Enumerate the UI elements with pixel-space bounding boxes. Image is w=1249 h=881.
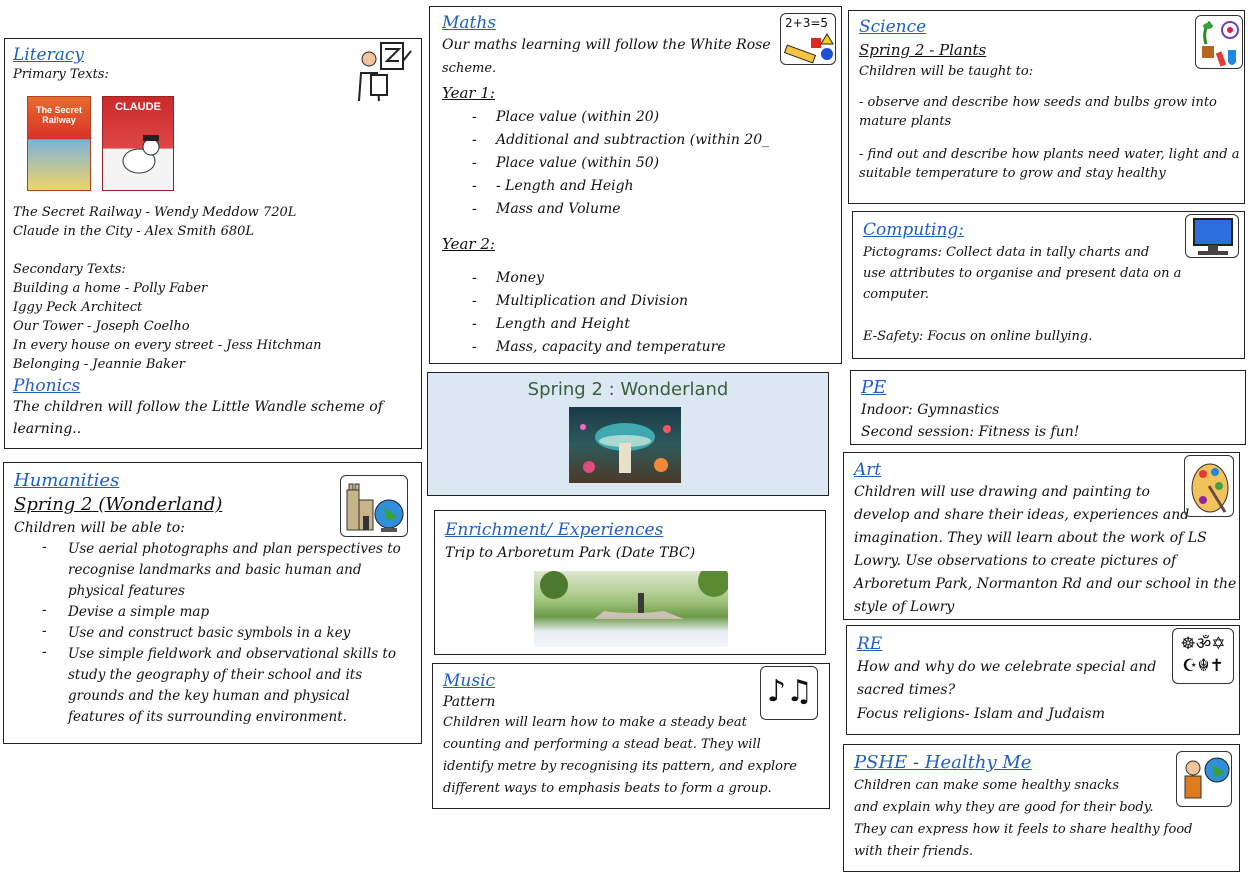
pshe-line: They can express how it feels to share healthy food [854,822,1193,837]
year1-list [442,106,829,221]
primary-book-list [13,203,383,440]
humanities-panel [3,462,422,744]
enrichment-line: Trip to Arboretum Park (Date TBC) [445,545,696,561]
pe-line: Second session: Fitness is fun! [861,424,1080,440]
pe-title[interactable]: PE [861,377,887,398]
year2-item: - Money [442,267,829,290]
computer-icon [1185,214,1239,258]
year2-item: - Mass, capacity and temperature [442,336,829,359]
computing-line: E-Safety: Focus on online bullying. [863,329,1093,344]
book-line: Claude in the City - Alex Smith 680L [13,224,255,239]
computing-line: Pictograms: Collect data in tally charts and [863,245,1150,260]
humanities-item: - Use simple fieldwork and observational skills to study the geography of their school and its grounds and the key human and physical features of its surrounding environment. [14,644,411,728]
maths-intro-line: Our maths learning will follow the White Rose [442,37,771,53]
pshe-line: and explain why they are good for their body. [854,800,1154,815]
humanities-intro: Children will be able to: [14,520,185,536]
re-panel [846,625,1240,735]
person-globe-icon [1176,751,1232,807]
music-notes-glyphs: ♪♫ [767,674,814,709]
science-line: mature plants [859,114,952,129]
wonderland-title: Spring 2 : Wonderland [527,379,729,400]
art-line: Arboretum Park, Normanton Rd and our school in the [854,576,1237,592]
phonics-line: The children will follow the Little Wandle scheme of [13,399,383,415]
music-line: counting and performing a stead beat. They will [443,737,761,752]
re-line: How and why do we celebrate special and [857,659,1157,675]
humanities-item: - Use aerial photographs and plan perspectives to recognise landmarks and basic human and physical features [14,539,411,602]
primary-texts-label: Primary Texts: [13,67,109,82]
art-line: Lowry. Use observations to create pictures of [854,553,1177,569]
humanities-item-line: features of its surrounding environment. [68,709,347,725]
humanities-item-line: Use simple fieldwork and observational skills to [68,646,396,662]
humanities-item: - Use and construct basic symbols in a key [14,623,411,644]
science-intro: Children will be taught to: [859,64,1034,79]
humanities-item-line: Use and construct basic symbols in a key [68,625,351,641]
art-line: imagination. They will learn about the work of LS [854,530,1207,546]
humanities-title[interactable]: Humanities [14,470,120,491]
music-subtitle: Pattern [443,694,496,710]
maths-symbols-icon [780,13,836,65]
music-panel [432,663,830,809]
enrichment-panel [434,510,826,655]
book-cover-claude [102,96,174,191]
book-cover-secret-railway-text: The Secret Railway [35,105,83,125]
secondary-book: Our Tower - Joseph Coelho [13,319,190,334]
phonics-title[interactable]: Phonics [13,376,81,396]
wonderland-panel [427,372,829,496]
wonderland-mushroom-image [569,407,681,483]
humanities-item-line: recognise landmarks and basic human and [68,562,362,578]
year2-item: - Multiplication and Division [442,290,829,313]
art-panel [843,452,1240,620]
science-icon [1195,15,1243,69]
castle-globe-icon [340,475,408,537]
year2-label: Year 2: [442,235,495,253]
maths-icon-equation: 2+3=5 [785,16,829,30]
year1-label: Year 1: [442,84,495,102]
art-line: develop and share their ideas, experiences and [854,507,1190,523]
literacy-panel [4,38,422,449]
religious-symbols-glyphs: ☸ॐ✡☪☬✝ [1180,634,1226,676]
humanities-item-line: study the geography of their school and its [68,667,363,683]
humanities-subtitle: Spring 2 (Wonderland) [14,494,223,515]
music-notes-icon [760,666,818,720]
music-line: Children will learn how to make a steady beat [443,715,747,730]
humanities-item: - Devise a simple map [14,602,411,623]
paint-palette-icon [1184,455,1234,517]
secondary-book: Building a home - Polly Faber [13,281,208,296]
year2-list [442,267,829,359]
science-subtitle: Spring 2 - Plants [859,41,987,59]
art-line: Children will use drawing and painting to [854,484,1150,500]
year1-item: - Place value (within 50) [442,152,829,175]
humanities-item-line: physical features [68,583,185,599]
secondary-book: Belonging - Jeannie Baker [13,357,185,372]
year1-item: - Mass and Volume [442,198,829,221]
computing-line: use attributes to organise and present data on a [863,266,1182,281]
art-title[interactable]: Art [854,460,882,480]
humanities-item-line: grounds and the key human and physical [68,688,350,704]
maths-panel [429,6,842,364]
pe-panel [850,370,1246,445]
literacy-title[interactable]: Literacy [13,45,85,65]
teacher-reading-icon [357,41,419,105]
enrichment-title[interactable]: Enrichment/ Experiences [445,520,664,540]
pshe-panel [843,744,1240,872]
secondary-texts-label: Secondary Texts: [13,262,126,277]
secondary-book: Iggy Peck Architect [13,300,143,315]
phonics-line: learning.. [13,421,82,437]
pshe-title[interactable]: PSHE - Healthy Me [854,752,1032,773]
computing-panel [852,211,1245,359]
science-title[interactable]: Science [859,17,927,37]
computing-line: computer. [863,287,929,302]
pshe-line: with their friends. [854,844,974,859]
humanities-list [14,539,411,728]
re-title[interactable]: RE [857,634,883,654]
maths-title[interactable]: Maths [442,13,497,33]
religious-symbols-icon [1172,628,1234,684]
re-line: sacred times? [857,682,956,698]
pe-line: Indoor: Gymnastics [861,402,1000,418]
humanities-item-line: Devise a simple map [68,604,210,620]
art-line: style of Lowry [854,599,955,615]
pshe-line: Children can make some healthy snacks [854,778,1120,793]
year1-item: - - Length and Heigh [442,175,829,198]
computing-title[interactable]: Computing: [863,220,965,240]
science-line: - observe and describe how seeds and bulbs grow into [859,95,1217,110]
year1-item: - Additional and subtraction (within 20_ [442,129,829,152]
book-cover-claude-text: CLAUDE [115,101,161,113]
music-title[interactable]: Music [443,671,496,691]
science-line: - find out and describe how plants need water, light and a [859,147,1240,162]
year1-item: - Place value (within 20) [442,106,829,129]
book-cover-secret-railway [27,96,91,191]
humanities-item-line: Use aerial photographs and plan perspectives to [68,541,401,557]
book-line: The Secret Railway - Wendy Meddow 720L [13,205,297,220]
arboretum-park-photo [534,571,728,647]
music-line: identify metre by recognising its pattern, and explore [443,759,797,774]
secondary-book: In every house on every street - Jess Hitchman [13,338,322,353]
science-panel [848,10,1245,204]
science-line: suitable temperature to grow and stay healthy [859,166,1166,181]
music-line: different ways to emphasis beats to form a group. [443,781,772,796]
maths-intro-line: scheme. [442,61,497,76]
year2-item: - Length and Height [442,313,829,336]
re-line: Focus religions- Islam and Judaism [857,706,1105,722]
